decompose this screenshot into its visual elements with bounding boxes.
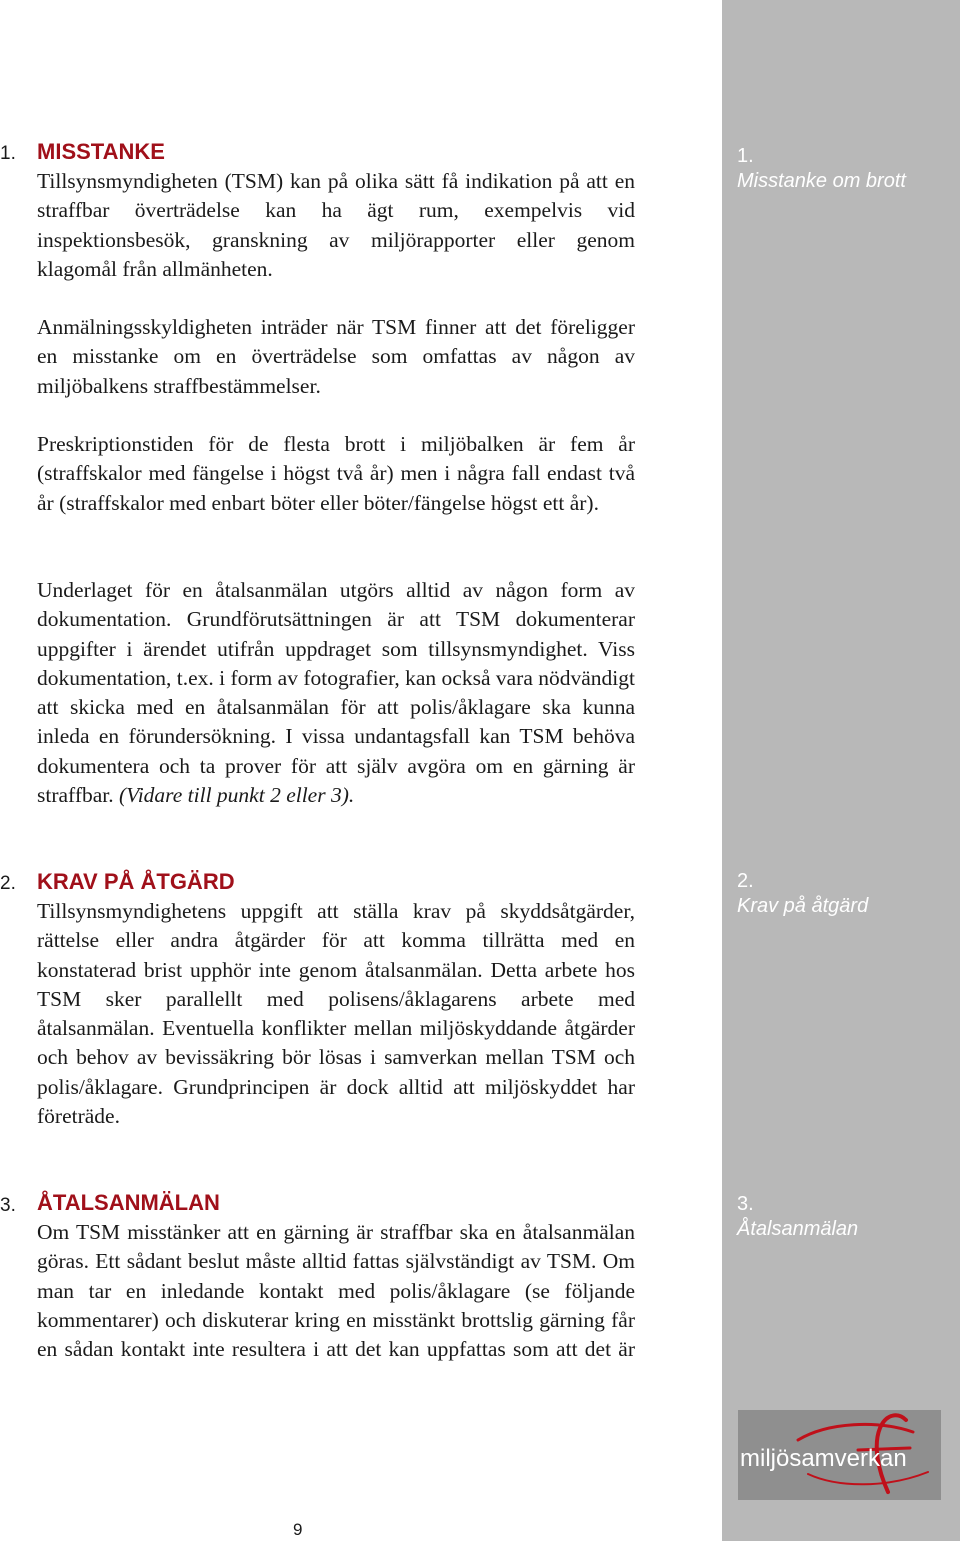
section-heading-atalsanmalan: ÅTALSANMÄLAN xyxy=(37,1190,220,1215)
paragraph-with-note xyxy=(37,576,635,810)
section-number: 1. xyxy=(0,143,16,164)
sidebar xyxy=(722,0,960,1541)
sidebar-label-krav xyxy=(737,869,952,919)
sidebar-label-text: Åtalsanmälan xyxy=(737,1218,859,1240)
sidebar-label-number: 3. xyxy=(737,1193,754,1215)
section-heading-misstanke: MISSTANKE xyxy=(37,139,165,164)
section-heading-krav: KRAV PÅ ÅTGÄRD xyxy=(37,869,235,894)
sidebar-label-text: Krav på åtgärd xyxy=(737,895,869,917)
sidebar-label-text: Misstanke om brott xyxy=(737,170,906,192)
paragraph-text: Underlaget för en åtalsanmälan utgörs alltid av någon form av dokumentation. Grundförutsättningen är att TSM dokumenterar uppgifter i ärendet utifrån uppdraget som tillsynsmyndighet. Viss dokumentation, t.ex. i form av fotografier, kan också vara nödvändigt att skicka med en åtalsanmälan för att polis/åklagare ska kunna inleda en förundersökning. I vissa undantagsfall kan TSM behöva dokumentera och ta prover för att själv avgöra om en gärning är straffbar. xyxy=(37,578,635,808)
paragraph: Om TSM misstänker att en gärning är straffbar ska en åtalsanmälan göras. Ett sådant beslut måste alltid fattas självständigt av TSM. Om man tar en inledande kontakt med polis/åklagare (se följande kommentarer) och diskuterar kring en misstänkt brottslig gärning får en sådan kontakt inte resultera i att det kan uppfattas som att det är xyxy=(37,1220,635,1362)
sidebar-label-misstanke xyxy=(737,144,952,194)
sidebar-label-number: 1. xyxy=(737,145,754,167)
sidebar-label-number: 2. xyxy=(737,870,754,892)
paragraph: Preskriptionstiden för de flesta brott i miljöbalken är fem år (straffskalor med fängelse i högst två år) men i några fall endast två år (straffskalor med enbart böter eller böter/fängelse högst ett år). xyxy=(37,432,635,515)
paragraph: Tillsynsmyndighetens uppgift att ställa krav på skyddsåtgärder, rättelse eller andra åtgärder för att komma tillrätta med en konstaterad brist upphör inte genom åtalsanmälan. Detta arbete hos TSM sker parallellt med polisens/åklagarens arbete med åtalsanmälan. Eventuella konflikter mellan miljöskyddande åtgärder och behov av bevissäkring bör lösas i samverkan mellan TSM och polis/åklagare. Grundprincipen är dock alltid att miljöskyddet har företräde. xyxy=(37,899,635,1129)
paragraph: Anmälningsskyldigheten inträder när TSM finner att det föreligger en misstanke om en överträdelse som omfattas av någon av miljöbalkens straffbestämmelser. xyxy=(37,315,635,398)
miljosamverkan-logo xyxy=(738,1410,941,1500)
section-number: 2. xyxy=(0,873,16,894)
logo-mark-icon xyxy=(738,1410,941,1500)
paragraph-note: (Vidare till punkt 2 eller 3). xyxy=(119,783,355,808)
paragraph: Tillsynsmyndigheten (TSM) kan på olika sätt få indikation på att en straffbar överträdelse kan ha ägt rum, exempelvis vid inspektionsbesök, granskning av miljörapporter eller genom klagomål från allmänheten. xyxy=(37,169,635,281)
page-number: 9 xyxy=(293,1520,303,1539)
logo-text: miljösamverkan xyxy=(740,1445,907,1472)
section-number: 3. xyxy=(0,1195,16,1216)
sidebar-label-atalsanmalan xyxy=(737,1192,952,1242)
